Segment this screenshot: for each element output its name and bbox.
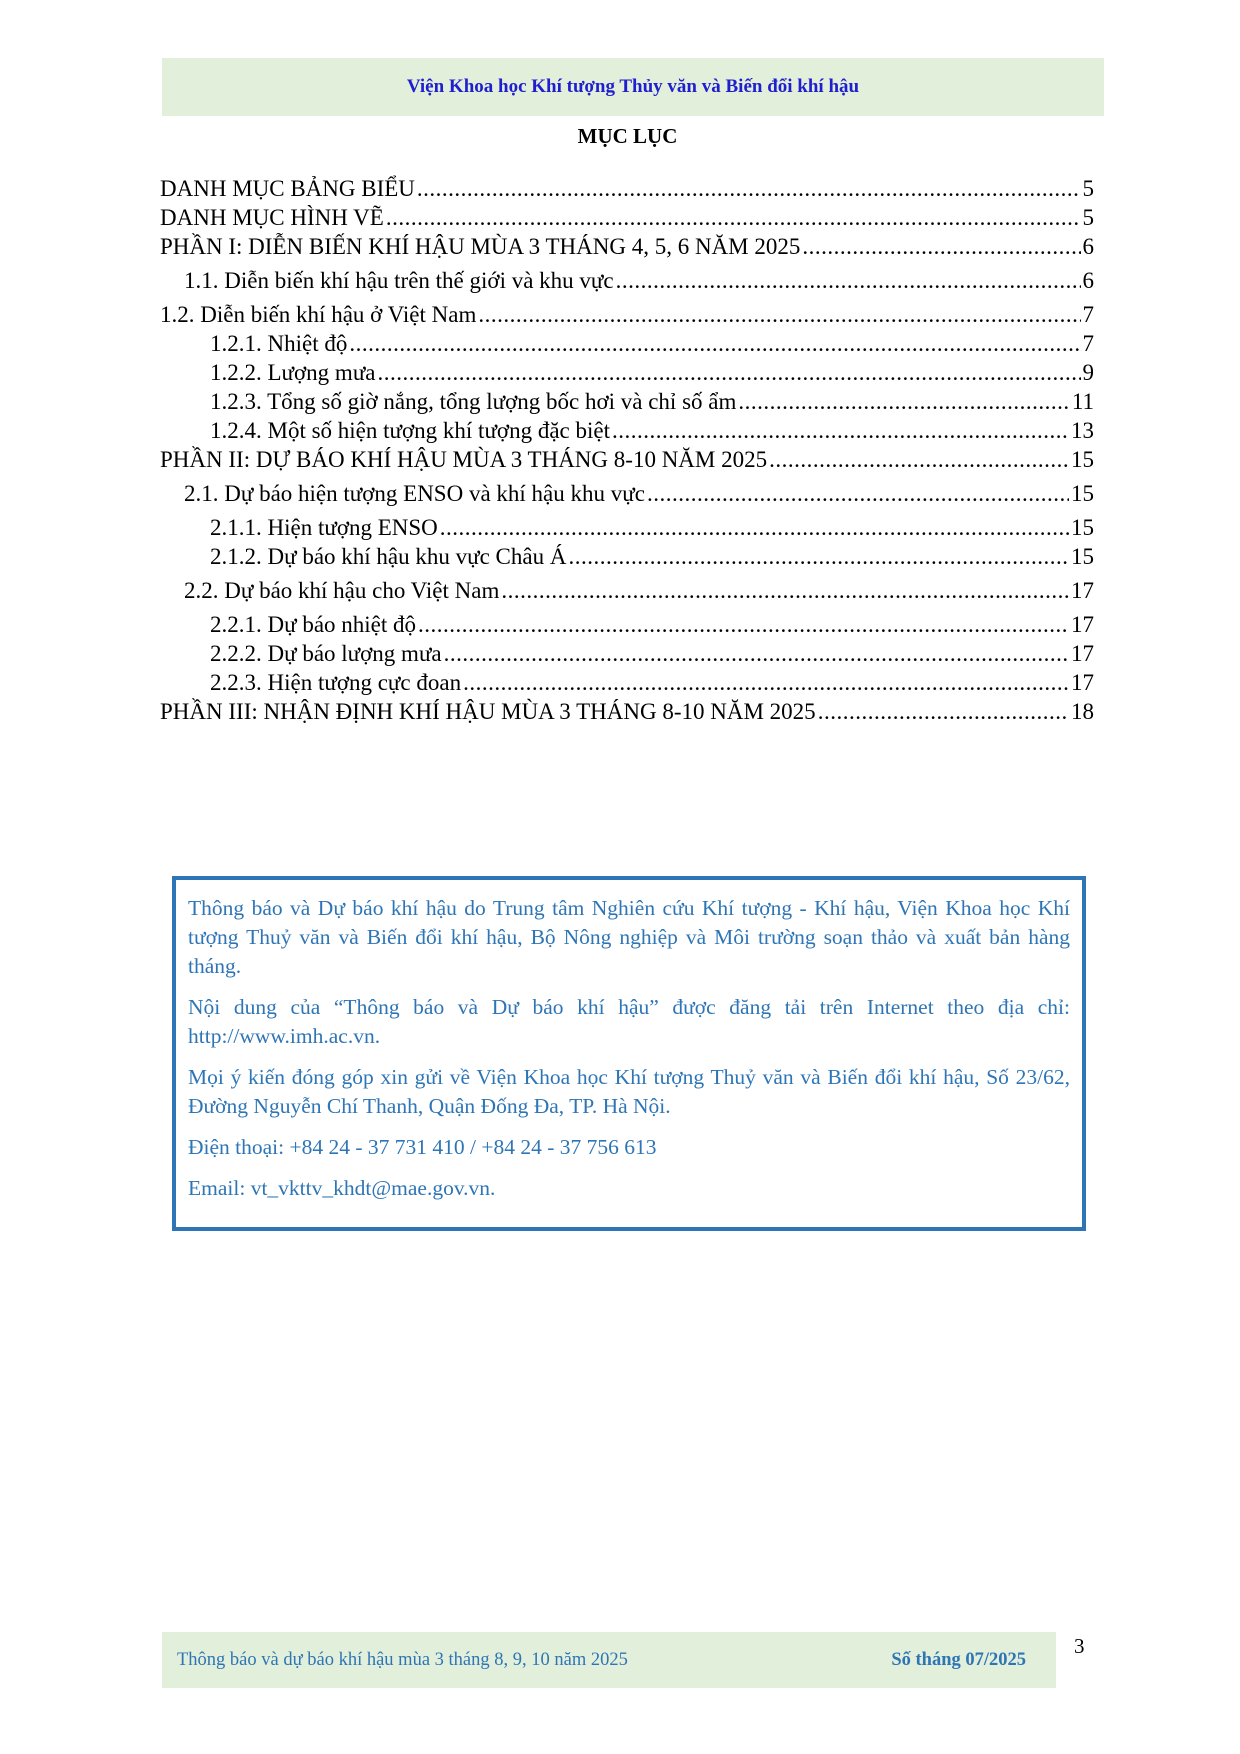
toc-entry-page: 17 [1071,670,1094,695]
toc-entry-page: 17 [1071,612,1094,637]
toc-leader-dots [440,515,1069,541]
toc-entry[interactable] [160,205,1094,234]
toc-entry-page: 15 [1071,544,1094,569]
info-contact-address: Mọi ý kiến đóng góp xin gửi về Viện Khoa học Khí tượng Thuỷ văn và Biến đổi khí hậu, Số 23/62, Đường Nguyễn Chí Thanh, Quận Đống Đa, TP. Hà Nội. [188,1065,1070,1118]
toc-entry[interactable] [160,234,1094,263]
toc-leader-dots [612,418,1069,444]
toc-entry-label: 1.2.3. Tổng số giờ nắng, tổng lượng bốc hơi và chỉ số ẩm [210,389,737,414]
toc-entry-label: PHẦN III: NHẬN ĐỊNH KHÍ HẬU MÙA 3 THÁNG 8-10 NĂM 2025 [160,699,816,724]
footer-issue: Số tháng 07/2025 [891,1649,1026,1670]
toc-entry[interactable] [160,578,1094,607]
toc-entry-page: 18 [1071,699,1094,724]
toc-leader-dots [418,612,1069,638]
toc-leader-dots [616,268,1081,294]
info-description: Thông báo và Dự báo khí hậu do Trung tâm Nghiên cứu Khí tượng - Khí hậu, Viện Khoa học Khí tượng Thuỷ văn và Biến đổi khí hậu, Bộ Nông nghiệp và Môi trường soạn thảo và xuất bản hàng tháng. [188,896,1070,978]
toc-entry-page: 15 [1071,447,1094,472]
toc-entry-label: 2.2. Dự báo khí hậu cho Việt Nam [184,578,500,603]
toc-entry-page: 7 [1082,302,1094,327]
info-phone: Điện thoại: +84 24 - 37 731 410 / +84 24 - 37 756 613 [188,1135,657,1159]
toc-entry[interactable] [160,331,1094,360]
toc-leader-dots [802,234,1080,260]
header-band [162,58,1104,116]
toc-leader-dots [444,641,1069,667]
toc-entry-page: 7 [1082,331,1094,356]
info-email: Email: vt_vkttv_khdt@mae.gov.vn. [188,1176,496,1200]
toc-entry[interactable] [160,612,1094,641]
toc-entry-label: 2.1.2. Dự báo khí hậu khu vực Châu Á [210,544,567,569]
toc-leader-dots [378,360,1081,386]
toc-leader-dots [568,544,1069,570]
toc-leader-dots [647,481,1069,507]
toc-entry[interactable] [160,176,1094,205]
toc-entry-label: DANH MỤC BẢNG BIỂU [160,176,415,201]
toc-entry-page: 5 [1082,205,1094,230]
toc-leader-dots [478,302,1080,328]
toc-entry-label: 2.1. Dự báo hiện tượng ENSO và khí hậu khu vực [184,481,645,506]
toc-leader-dots [386,205,1081,231]
toc-entry[interactable] [160,699,1094,728]
toc-entry[interactable] [160,268,1094,297]
toc-entry-label: 1.2.1. Nhiệt độ [210,331,348,356]
toc-leader-dots [738,389,1069,415]
toc-leader-dots [501,578,1069,604]
toc-entry-page: 5 [1082,176,1094,201]
toc-entry-label: PHẦN II: DỰ BÁO KHÍ HẬU MÙA 3 THÁNG 8-10 NĂM 2025 [160,447,768,472]
toc-entry[interactable] [160,670,1094,699]
toc-entry[interactable] [160,641,1094,670]
toc-entry[interactable] [160,544,1094,573]
toc-leader-dots [463,670,1069,696]
toc-entry-page: 13 [1071,418,1094,443]
toc-entry[interactable] [160,302,1094,331]
toc-entry[interactable] [160,481,1094,510]
toc-entry[interactable] [160,389,1094,418]
toc-entry-page: 6 [1082,268,1094,293]
toc-entry-page: 15 [1071,515,1094,540]
toc-entry-label: 2.2.1. Dự báo nhiệt độ [210,612,417,637]
toc-entry-label: 1.2.2. Lượng mưa [210,360,376,385]
toc-entry-label: DANH MỤC HÌNH VẼ [160,205,384,230]
page-number: 3 [1074,1634,1085,1658]
toc-leader-dots [417,176,1081,202]
table-of-contents [160,176,1094,728]
toc-entry-label: 1.1. Diễn biến khí hậu trên thế giới và khu vực [184,268,614,293]
toc-entry-label: 1.2. Diễn biến khí hậu ở Việt Nam [160,302,477,327]
toc-entry-label: PHẦN I: DIỄN BIẾN KHÍ HẬU MÙA 3 THÁNG 4, 5, 6 NĂM 2025 [160,234,801,259]
toc-leader-dots [349,331,1080,357]
footer-title: Thông báo và dự báo khí hậu mùa 3 tháng 8, 9, 10 năm 2025 [177,1649,628,1670]
toc-entry[interactable] [160,447,1094,476]
toc-entry-label: 1.2.4. Một số hiện tượng khí tượng đặc biệt [210,418,610,443]
toc-entry-page: 17 [1071,578,1094,603]
toc-leader-dots [769,447,1069,473]
footer-band [162,1632,1056,1688]
toc-entry[interactable] [160,360,1094,389]
toc-entry-page: 11 [1071,389,1094,414]
toc-entry-label: 2.1.1. Hiện tượng ENSO [210,515,438,540]
toc-entry-page: 17 [1071,641,1094,666]
toc-entry-page: 15 [1071,481,1094,506]
publication-info-box [172,876,1086,1231]
toc-entry-page: 9 [1082,360,1094,385]
toc-leader-dots [818,699,1069,725]
toc-entry-label: 2.2.3. Hiện tượng cực đoan [210,670,462,695]
toc-entry-page: 6 [1082,234,1094,259]
toc-title: MỤC LỤC [577,124,678,148]
toc-entry[interactable] [160,418,1094,447]
info-website: Nội dung của “Thông báo và Dự báo khí hậu” được đăng tải trên Internet theo địa chỉ: http://www.imh.ac.vn. [188,995,1070,1048]
toc-entry[interactable] [160,515,1094,544]
toc-entry-label: 2.2.2. Dự báo lượng mưa [210,641,442,666]
institute-name: Viện Khoa học Khí tượng Thủy văn và Biến đổi khí hậu [406,76,860,97]
